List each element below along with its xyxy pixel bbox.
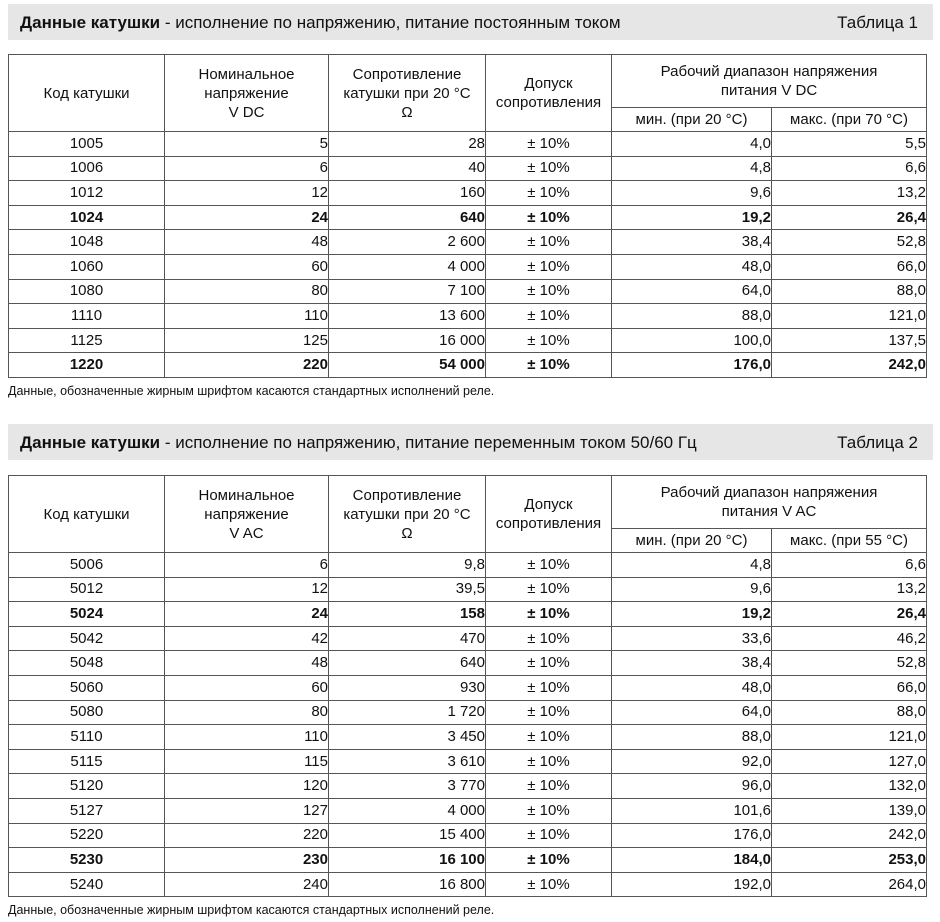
table-row <box>9 798 927 823</box>
cell-voltage: 6 <box>165 156 329 181</box>
cell-max: 242,0 <box>772 823 927 848</box>
header-code-text: Код катушки <box>43 84 130 102</box>
cell-max: 6,6 <box>772 553 927 578</box>
header-range-line1: Рабочий диапазон напряжения <box>660 63 878 80</box>
cell-min: 184,0 <box>612 848 772 873</box>
cell-code: 1220 <box>9 353 165 378</box>
table2-body <box>9 553 927 897</box>
cell-min: 88,0 <box>612 304 772 329</box>
cell-resistance: 930 <box>329 675 486 700</box>
table-row <box>9 132 927 157</box>
cell-min: 9,6 <box>612 181 772 206</box>
cell-voltage: 220 <box>165 823 329 848</box>
cell-max: 264,0 <box>772 872 927 897</box>
cell-voltage: 5 <box>165 132 329 157</box>
table2-header-range <box>612 476 927 529</box>
cell-voltage: 48 <box>165 651 329 676</box>
cell-tolerance: ± 10% <box>486 848 612 873</box>
cell-max: 52,8 <box>772 230 927 255</box>
cell-tolerance: ± 10% <box>486 279 612 304</box>
cell-voltage: 6 <box>165 553 329 578</box>
cell-tolerance: ± 10% <box>486 700 612 725</box>
cell-tolerance: ± 10% <box>486 774 612 799</box>
cell-max: 52,8 <box>772 651 927 676</box>
cell-voltage: 230 <box>165 848 329 873</box>
cell-tolerance: ± 10% <box>486 156 612 181</box>
cell-code: 5230 <box>9 848 165 873</box>
cell-tolerance: ± 10% <box>486 725 612 750</box>
cell-min: 176,0 <box>612 353 772 378</box>
table-row <box>9 304 927 329</box>
table2-header-max: макс. (при 55 °C) <box>772 529 927 553</box>
cell-min: 96,0 <box>612 774 772 799</box>
cell-voltage: 240 <box>165 872 329 897</box>
table-row <box>9 872 927 897</box>
cell-voltage: 120 <box>165 774 329 799</box>
table-row <box>9 181 927 206</box>
cell-min: 48,0 <box>612 254 772 279</box>
header-resistance-line1: Сопротивление <box>352 65 462 83</box>
cell-max: 13,2 <box>772 181 927 206</box>
cell-tolerance: ± 10% <box>486 304 612 329</box>
cell-voltage: 220 <box>165 353 329 378</box>
table-row <box>9 602 927 627</box>
cell-min: 92,0 <box>612 749 772 774</box>
table-row <box>9 328 927 353</box>
table1-title-bar <box>8 4 933 40</box>
cell-code: 5080 <box>9 700 165 725</box>
cell-code: 5006 <box>9 553 165 578</box>
table2-header-resistance <box>329 476 486 553</box>
cell-resistance: 13 600 <box>329 304 486 329</box>
cell-tolerance: ± 10% <box>486 823 612 848</box>
cell-voltage: 24 <box>165 602 329 627</box>
cell-code: 1048 <box>9 230 165 255</box>
header-resistance-line2: катушки при 20 °C <box>343 84 471 102</box>
header-nominal-line1: Номинальное <box>198 486 295 504</box>
cell-min: 33,6 <box>612 626 772 651</box>
cell-resistance: 3 770 <box>329 774 486 799</box>
cell-tolerance: ± 10% <box>486 651 612 676</box>
cell-voltage: 115 <box>165 749 329 774</box>
cell-tolerance: ± 10% <box>486 254 612 279</box>
cell-code: 5060 <box>9 675 165 700</box>
table1-header-max: макс. (при 70 °C) <box>772 108 927 132</box>
cell-resistance: 640 <box>329 205 486 230</box>
cell-resistance: 640 <box>329 651 486 676</box>
cell-max: 88,0 <box>772 279 927 304</box>
cell-min: 100,0 <box>612 328 772 353</box>
cell-min: 38,4 <box>612 651 772 676</box>
header-resistance-line1: Сопротивление <box>352 486 462 504</box>
cell-resistance: 7 100 <box>329 279 486 304</box>
cell-voltage: 127 <box>165 798 329 823</box>
cell-max: 66,0 <box>772 254 927 279</box>
cell-min: 64,0 <box>612 279 772 304</box>
cell-code: 1110 <box>9 304 165 329</box>
table-row <box>9 823 927 848</box>
cell-min: 19,2 <box>612 602 772 627</box>
cell-code: 5110 <box>9 725 165 750</box>
table-row <box>9 774 927 799</box>
cell-code: 5120 <box>9 774 165 799</box>
cell-code: 5240 <box>9 872 165 897</box>
table-row <box>9 353 927 378</box>
table1-header-tolerance <box>486 55 612 132</box>
cell-max: 66,0 <box>772 675 927 700</box>
cell-resistance: 16 000 <box>329 328 486 353</box>
cell-resistance: 16 100 <box>329 848 486 873</box>
table-row <box>9 577 927 602</box>
table-row <box>9 254 927 279</box>
cell-resistance: 160 <box>329 181 486 206</box>
cell-tolerance: ± 10% <box>486 675 612 700</box>
cell-min: 48,0 <box>612 675 772 700</box>
cell-tolerance: ± 10% <box>486 602 612 627</box>
cell-resistance: 1 720 <box>329 700 486 725</box>
cell-resistance: 3 610 <box>329 749 486 774</box>
cell-tolerance: ± 10% <box>486 626 612 651</box>
cell-code: 1125 <box>9 328 165 353</box>
cell-resistance: 39,5 <box>329 577 486 602</box>
cell-max: 139,0 <box>772 798 927 823</box>
cell-voltage: 110 <box>165 725 329 750</box>
table1-header-range <box>612 55 927 108</box>
table2-title <box>20 433 697 453</box>
cell-voltage: 42 <box>165 626 329 651</box>
table1-header-resistance <box>329 55 486 132</box>
cell-max: 13,2 <box>772 577 927 602</box>
cell-min: 4,0 <box>612 132 772 157</box>
header-nominal-unit: V DC <box>228 103 265 121</box>
cell-resistance: 28 <box>329 132 486 157</box>
cell-resistance: 4 000 <box>329 798 486 823</box>
table-row <box>9 700 927 725</box>
cell-max: 242,0 <box>772 353 927 378</box>
header-nominal-line1: Номинальное <box>198 65 295 83</box>
cell-min: 4,8 <box>612 156 772 181</box>
cell-min: 64,0 <box>612 700 772 725</box>
table2-header-nominal <box>165 476 329 553</box>
cell-tolerance: ± 10% <box>486 553 612 578</box>
table1-header-row <box>9 55 927 108</box>
cell-resistance: 9,8 <box>329 553 486 578</box>
table2-header-tolerance <box>486 476 612 553</box>
header-tolerance-line2: сопротивления <box>495 94 602 111</box>
cell-tolerance: ± 10% <box>486 798 612 823</box>
cell-resistance: 15 400 <box>329 823 486 848</box>
cell-code: 5115 <box>9 749 165 774</box>
cell-resistance: 158 <box>329 602 486 627</box>
table-row <box>9 749 927 774</box>
cell-code: 5024 <box>9 602 165 627</box>
cell-max: 88,0 <box>772 700 927 725</box>
table1-body <box>9 132 927 378</box>
table1-header-min: мин. (при 20 °C) <box>612 108 772 132</box>
cell-max: 6,6 <box>772 156 927 181</box>
cell-code: 1024 <box>9 205 165 230</box>
cell-voltage: 110 <box>165 304 329 329</box>
header-resistance-unit: Ω <box>401 103 413 121</box>
cell-tolerance: ± 10% <box>486 353 612 378</box>
cell-min: 4,8 <box>612 553 772 578</box>
cell-max: 137,5 <box>772 328 927 353</box>
cell-tolerance: ± 10% <box>486 577 612 602</box>
table2-title-bold: Данные катушки <box>20 433 161 452</box>
cell-resistance: 2 600 <box>329 230 486 255</box>
header-nominal-line2: напряжение <box>204 505 289 523</box>
cell-voltage: 48 <box>165 230 329 255</box>
table1-title-rest: - исполнение по напряжению, питание постоянным током <box>160 13 621 32</box>
header-tolerance-line2: сопротивления <box>495 515 602 532</box>
cell-tolerance: ± 10% <box>486 328 612 353</box>
cell-max: 132,0 <box>772 774 927 799</box>
cell-resistance: 16 800 <box>329 872 486 897</box>
table-row <box>9 156 927 181</box>
header-code-text: Код катушки <box>43 505 130 523</box>
table2-note: Данные, обозначенные жирным шрифтом касаются стандартных исполнений реле. <box>8 903 495 917</box>
header-tolerance-line1: Допуск <box>524 496 573 513</box>
cell-code: 5127 <box>9 798 165 823</box>
cell-tolerance: ± 10% <box>486 872 612 897</box>
cell-resistance: 54 000 <box>329 353 486 378</box>
table2-number: Таблица 2 <box>837 433 918 452</box>
header-nominal-line2: напряжение <box>204 84 289 102</box>
table-row <box>9 230 927 255</box>
cell-voltage: 80 <box>165 279 329 304</box>
header-range-line2: питания V DC <box>720 82 818 99</box>
cell-voltage: 12 <box>165 181 329 206</box>
header-range-line2: питания V AC <box>721 503 817 520</box>
cell-max: 253,0 <box>772 848 927 873</box>
cell-min: 19,2 <box>612 205 772 230</box>
cell-resistance: 4 000 <box>329 254 486 279</box>
cell-tolerance: ± 10% <box>486 132 612 157</box>
cell-min: 176,0 <box>612 823 772 848</box>
cell-voltage: 60 <box>165 675 329 700</box>
cell-code: 1006 <box>9 156 165 181</box>
cell-voltage: 24 <box>165 205 329 230</box>
table-row <box>9 651 927 676</box>
cell-code: 1060 <box>9 254 165 279</box>
cell-code: 5042 <box>9 626 165 651</box>
cell-tolerance: ± 10% <box>486 205 612 230</box>
cell-voltage: 125 <box>165 328 329 353</box>
cell-voltage: 80 <box>165 700 329 725</box>
cell-voltage: 60 <box>165 254 329 279</box>
table1-title-bold: Данные катушки <box>20 13 161 32</box>
cell-code: 1005 <box>9 132 165 157</box>
table-row <box>9 279 927 304</box>
cell-resistance: 40 <box>329 156 486 181</box>
table2-header-min: мин. (при 20 °C) <box>612 529 772 553</box>
cell-tolerance: ± 10% <box>486 230 612 255</box>
header-nominal-unit: V AC <box>229 524 264 542</box>
table-row <box>9 725 927 750</box>
header-resistance-line2: катушки при 20 °C <box>343 505 471 523</box>
header-resistance-unit: Ω <box>401 524 413 542</box>
table-row <box>9 848 927 873</box>
table1-title <box>20 13 621 33</box>
table1-number: Таблица 1 <box>837 13 918 32</box>
table2-header-code <box>9 476 165 553</box>
cell-min: 192,0 <box>612 872 772 897</box>
table2-title-rest: - исполнение по напряжению, питание переменным током 50/60 Гц <box>160 433 697 452</box>
cell-min: 9,6 <box>612 577 772 602</box>
cell-code: 5048 <box>9 651 165 676</box>
cell-code: 5220 <box>9 823 165 848</box>
cell-max: 46,2 <box>772 626 927 651</box>
cell-min: 38,4 <box>612 230 772 255</box>
cell-code: 1080 <box>9 279 165 304</box>
cell-max: 121,0 <box>772 304 927 329</box>
cell-max: 5,5 <box>772 132 927 157</box>
table-row <box>9 626 927 651</box>
header-tolerance-line1: Допуск <box>524 75 573 92</box>
cell-max: 121,0 <box>772 725 927 750</box>
table1-note: Данные, обозначенные жирным шрифтом касаются стандартных исполнений реле. <box>8 384 495 398</box>
cell-resistance: 470 <box>329 626 486 651</box>
cell-resistance: 3 450 <box>329 725 486 750</box>
cell-max: 26,4 <box>772 602 927 627</box>
cell-tolerance: ± 10% <box>486 181 612 206</box>
table2-header-row <box>9 476 927 529</box>
table1-header-code <box>9 55 165 132</box>
table2-title-bar <box>8 424 933 460</box>
cell-min: 101,6 <box>612 798 772 823</box>
table-row <box>9 675 927 700</box>
table-row <box>9 205 927 230</box>
cell-code: 5012 <box>9 577 165 602</box>
cell-max: 127,0 <box>772 749 927 774</box>
cell-voltage: 12 <box>165 577 329 602</box>
table-row <box>9 553 927 578</box>
table1 <box>8 54 927 378</box>
cell-min: 88,0 <box>612 725 772 750</box>
table2 <box>8 475 927 897</box>
table1-header-nominal <box>165 55 329 132</box>
cell-max: 26,4 <box>772 205 927 230</box>
header-range-line1: Рабочий диапазон напряжения <box>660 484 878 501</box>
cell-code: 1012 <box>9 181 165 206</box>
cell-tolerance: ± 10% <box>486 749 612 774</box>
